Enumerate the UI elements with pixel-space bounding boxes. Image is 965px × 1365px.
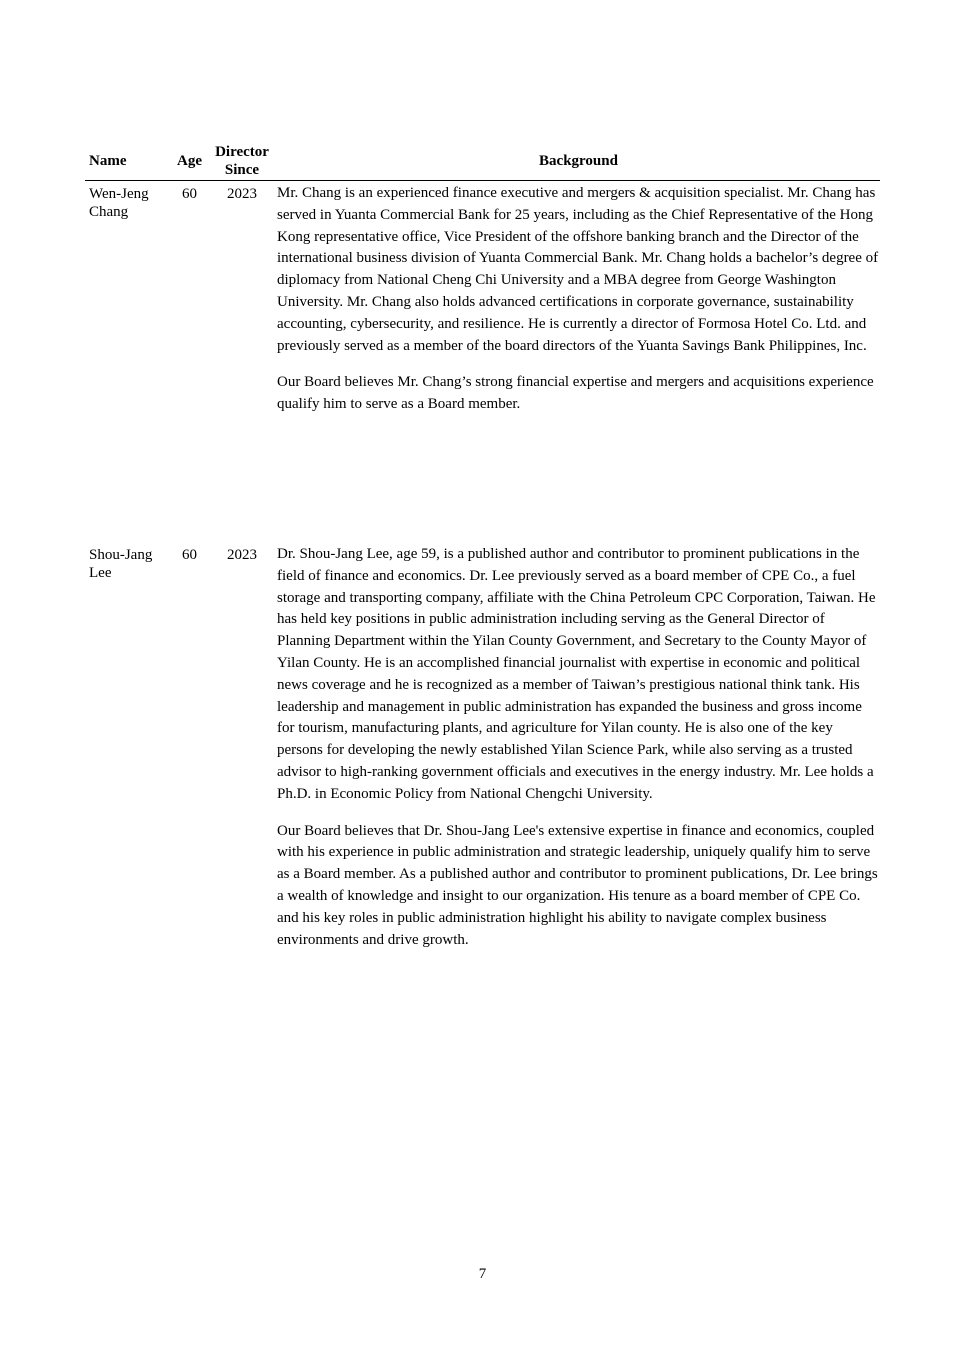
board-statement-paragraph: Our Board believes that Dr. Shou-Jang Lee's extensive expertise in finance and economics, coupled with his experience in public administration and strategic leadership, uniquely qualify him to serve as a Board member. As a published author and contributor to prominent publications, Dr. Lee brings a wealth of knowledge and insight to our organization. His tenure as a board member of CPE Co. and his key roles in public administration highlight his ability to navigate complex business environments and drive growth. xyxy=(277,822,878,948)
header-name: Name xyxy=(85,143,172,181)
director-name xyxy=(85,181,172,520)
director-age: 60 xyxy=(182,186,197,202)
table-row xyxy=(85,181,880,520)
director-name-last: Chang xyxy=(89,204,129,220)
header-director-since-line1: Director xyxy=(215,144,269,160)
director-name-first: Wen-Jeng xyxy=(89,186,149,202)
director-name-last: Lee xyxy=(89,564,112,581)
background-paragraph: Dr. Shou-Jang Lee, age 59, is a published author and contributor to prominent publications in the field of finance and economics. Dr. Lee previously served as a board member of CPE Co., a fuel storage and transporting company, affiliate with the China Petroleum CPC Corporation, Taiwan. He has held key positions in public administration including serving as the General Director of Planning Department within the Yilan County Government, and Secretary to the County Mayor of Yilan County. He is an accomplished financial journalist with expertise in economic and political news coverage and he is recognized as a member of Taiwan’s prestigious national think tank. His leadership and management in public administration has expanded the business and gross income for tourism, manufacturing plants, and agriculture for Yilan county. He is also one of the key persons for developing the newly established Yilan Science Park, while also serving as a trusted advisor to high-ranking government officials and executives in the energy industry. Mr. Lee holds a Ph.D. in Economic Policy from National Chengchi University. xyxy=(277,545,876,802)
table-row xyxy=(85,520,880,951)
board-statement-paragraph: Our Board believes Mr. Chang’s strong financial expertise and mergers and acquisitions experience qualify him to serve as a Board member. xyxy=(277,374,874,413)
director-background xyxy=(277,520,880,951)
director-name xyxy=(85,520,172,951)
director-since: 2023 xyxy=(227,546,257,563)
table-header-row xyxy=(85,143,880,181)
directors-table xyxy=(85,143,880,951)
director-age: 60 xyxy=(182,546,197,563)
header-age: Age xyxy=(172,143,207,181)
director-name-first: Shou-Jang xyxy=(89,546,153,563)
director-since: 2023 xyxy=(227,186,257,202)
background-paragraph: Mr. Chang is an experienced finance executive and mergers & acquisition specialist. Mr. Chang has served in Yuanta Commercial Bank for 25 years, including as the Chief Representative of the Hong Kong representative office, Vice President of the offshore banking branch and the Director of the international business division of Yuanta Commercial Bank. Mr. Chang holds a bachelor’s degree of diplomacy from National Cheng Chi University and a MBA degree from George Washington University. Mr. Chang also holds advanced certifications in corporate governance, sustainability accounting, cybersecurity, and resilience. He is currently a director of Formosa Hotel Co. Ltd. and previously served as a member of the board directors of the Yuanta Savings Bank Philippines, Inc. xyxy=(277,185,879,354)
header-background: Background xyxy=(277,143,880,181)
header-director-since xyxy=(207,143,277,181)
director-background xyxy=(277,181,880,520)
page-number: 7 xyxy=(478,1266,487,1282)
header-director-since-line2: Since xyxy=(224,162,260,178)
